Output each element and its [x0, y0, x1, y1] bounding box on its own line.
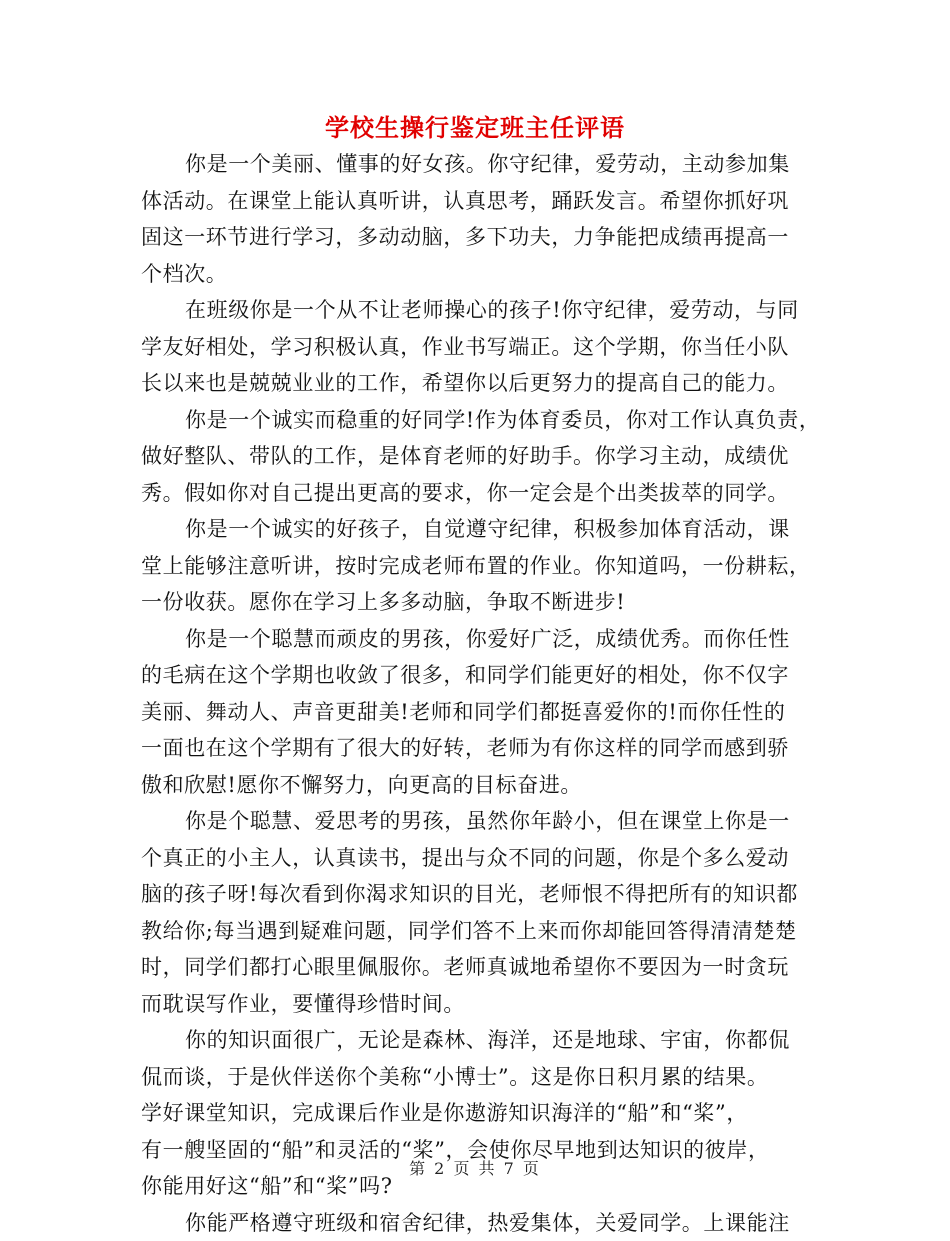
text-line: 你能用好这“船”和“桨”吗?	[141, 1168, 803, 1205]
text-line: 体活动。在课堂上能认真听讲，认真思考，踊跃发言。希望你抓好巩	[141, 183, 803, 220]
text-line: 教给你;每当遇到疑难问题，同学们答不上来而你却能回答得清清楚楚	[141, 913, 803, 950]
page-footer: 第 2 页 共 7 页	[0, 1156, 950, 1179]
text-line: 长以来也是兢兢业业的工作，希望你以后更努力的提高自己的能力。	[141, 365, 803, 402]
text-line: 个档次。	[141, 256, 803, 293]
paragraph-first-line: 你是一个诚实的好孩子，自觉遵守纪律，积极参加体育活动，课	[141, 511, 803, 548]
paragraph-first-line: 你能严格遵守班级和宿舍纪律，热爱集体，关爱同学。上课能注	[141, 1205, 803, 1241]
paragraph-first-line: 在班级你是一个从不让老师操心的孩子!你守纪律，爱劳动，与同	[141, 292, 803, 329]
text-line: 傲和欣慰!愿你不懈努力，向更高的目标奋进。	[141, 767, 803, 804]
paragraph-first-line: 你是一个美丽、懂事的好女孩。你守纪律，爱劳动，主动参加集	[141, 146, 803, 183]
text-line: 固这一环节进行学习，多动动脑，多下功夫，力争能把成绩再提高一	[141, 219, 803, 256]
text-line: 学友好相处，学习积极认真，作业书写端正。这个学期，你当任小队	[141, 329, 803, 366]
text-line: 一面也在这个学期有了很大的好转，老师为有你这样的同学而感到骄	[141, 730, 803, 767]
text-line: 个真正的小主人，认真读书，提出与众不同的问题，你是个多么爱动	[141, 840, 803, 877]
text-line: 美丽、舞动人、声音更甜美!老师和同学们都挺喜爱你的!而你任性的	[141, 694, 803, 731]
text-line: 有一艘坚固的“船”和灵活的“桨”，会使你尽早地到达知识的彼岸，	[141, 1132, 803, 1169]
text-line: 一份收获。愿你在学习上多多动脑，争取不断进步!	[141, 584, 803, 621]
text-line: 学好课堂知识，完成课后作业是你遨游知识海洋的“船”和“桨”，	[141, 1095, 803, 1132]
paragraph-first-line: 你的知识面很广，无论是森林、海洋，还是地球、宇宙，你都侃	[141, 1022, 803, 1059]
text-line: 秀。假如你对自己提出更高的要求，你一定会是个出类拔萃的同学。	[141, 475, 803, 512]
paragraph-first-line: 你是个聪慧、爱思考的男孩，虽然你年龄小，但在课堂上你是一	[141, 803, 803, 840]
text-line: 做好整队、带队的工作，是体育老师的好助手。你学习主动，成绩优	[141, 438, 803, 475]
text-line: 侃而谈，于是伙伴送你个美称“小博士”。这是你日积月累的结果。	[141, 1059, 803, 1096]
document-body	[141, 146, 803, 1241]
text-line: 脑的孩子呀!每次看到你渴求知识的目光，老师恨不得把所有的知识都	[141, 876, 803, 913]
paragraph-first-line: 你是一个聪慧而顽皮的男孩，你爱好广泛，成绩优秀。而你任性	[141, 621, 803, 658]
text-line: 时，同学们都打心眼里佩服你。老师真诚地希望你不要因为一时贪玩	[141, 949, 803, 986]
paragraph-first-line: 你是一个诚实而稳重的好同学!作为体育委员，你对工作认真负责，	[141, 402, 803, 439]
document-title: 学校生操行鉴定班主任评语	[0, 108, 950, 143]
text-line: 而耽误写作业，要懂得珍惜时间。	[141, 986, 803, 1023]
text-line: 堂上能够注意听讲，按时完成老师布置的作业。你知道吗，一份耕耘，	[141, 548, 803, 585]
text-line: 的毛病在这个学期也收敛了很多，和同学们能更好的相处，你不仅字	[141, 657, 803, 694]
